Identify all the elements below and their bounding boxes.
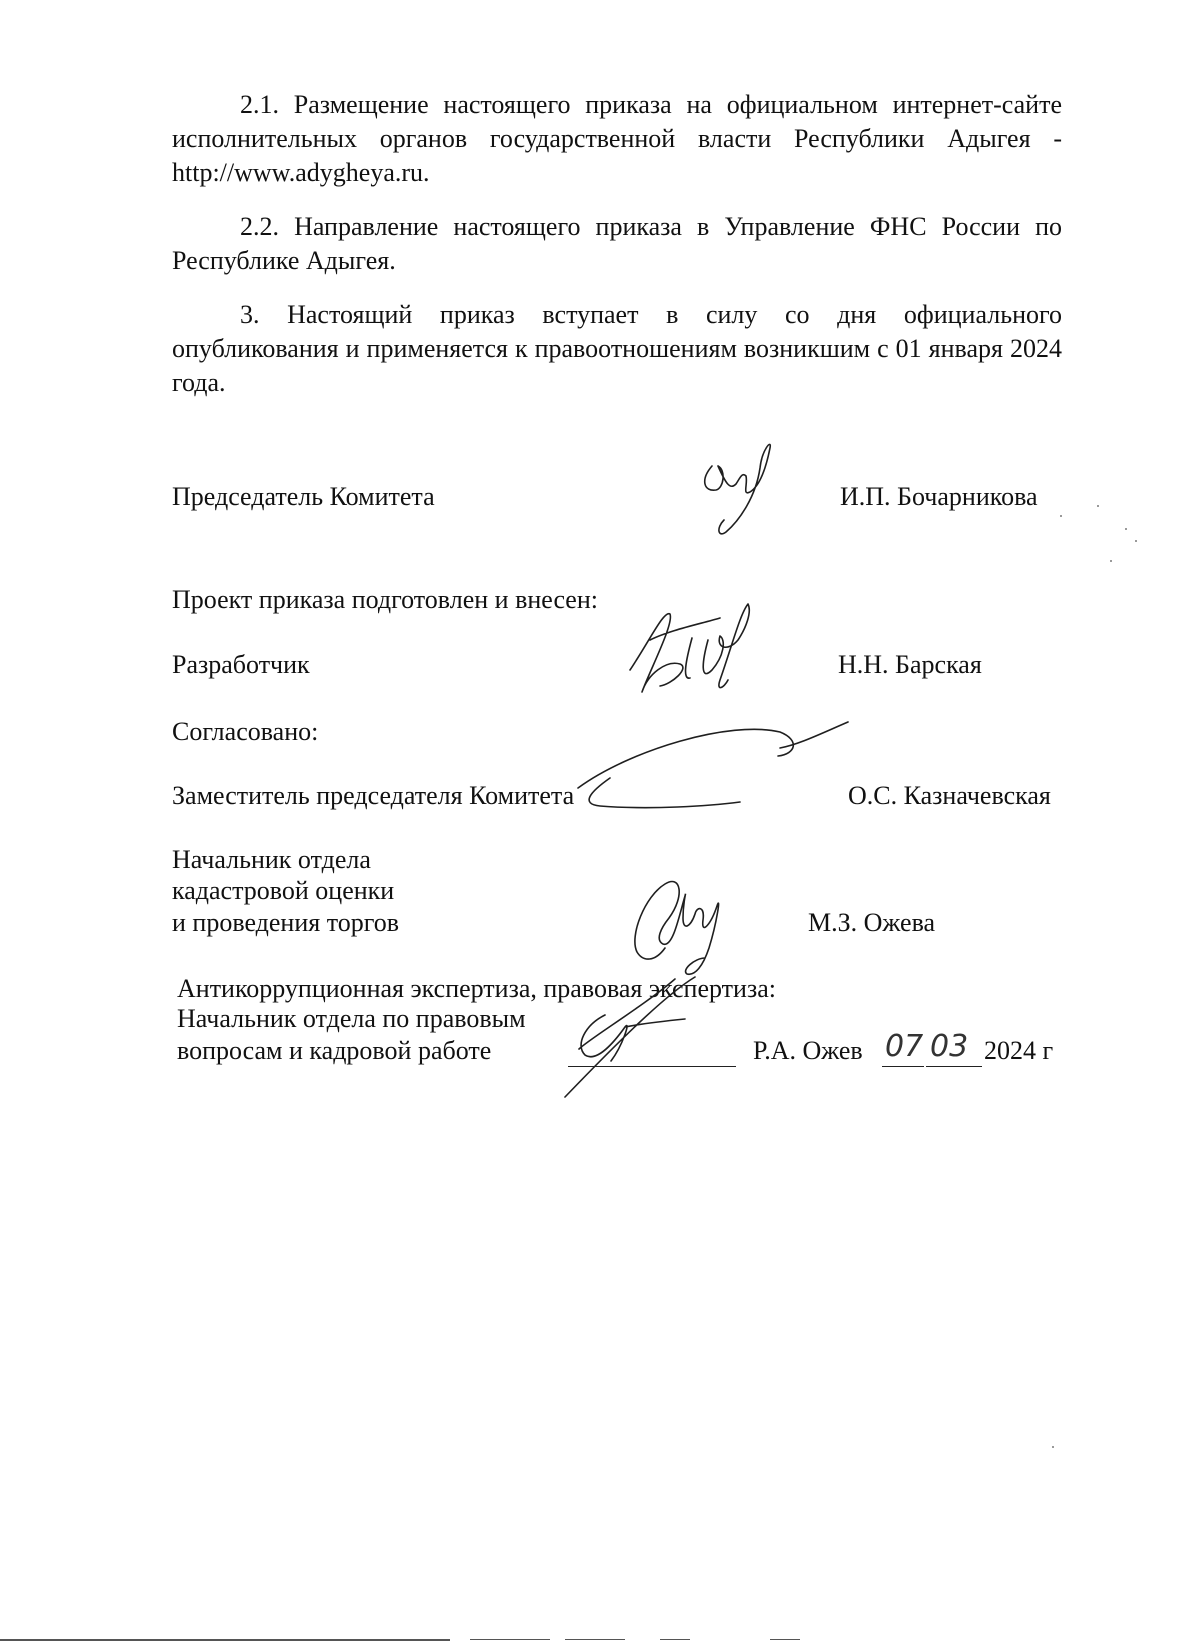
cadastral-position-line2: кадастровой оценки — [172, 876, 395, 905]
date-month-underline — [926, 1066, 982, 1067]
legal-position-line2: вопросам и кадровой работе — [177, 1036, 492, 1065]
paragraph-2-2: 2.2. Направление настоящего приказа в Управление ФНС России по Республике Адыгея. — [172, 212, 1062, 275]
scan-speck — [1110, 560, 1112, 562]
expertise-heading: Антикоррупционная экспертиза, правовая экспертиза: — [177, 974, 776, 1003]
deputy-signature — [570, 720, 860, 830]
scan-bottom-edge — [470, 1639, 550, 1640]
date-month: 03 — [930, 1029, 969, 1064]
paragraph-3: 3. Настоящий приказ вступает в силу со дня официального опубликования и применяется к правоотношениям возникшим с 01 января 2024 года. — [172, 300, 1062, 397]
cadastral-position-line1: Начальник отдела — [172, 845, 371, 874]
scan-bottom-edge — [770, 1639, 800, 1640]
scan-speck — [1052, 1446, 1054, 1448]
legal-signature — [545, 975, 745, 1105]
scan-bottom-edge — [660, 1639, 690, 1640]
scan-speck — [1125, 528, 1127, 530]
developer-signature — [620, 600, 780, 710]
scan-speck — [1060, 515, 1062, 517]
chairman-name: И.П. Бочарникова — [840, 482, 1038, 511]
legal-position-line1: Начальник отдела по правовым — [177, 1004, 526, 1033]
prepared-by-heading: Проект приказа подготовлен и внесен: — [172, 585, 598, 614]
chairman-position: Председатель Комитета — [172, 482, 435, 511]
agreed-heading: Согласовано: — [172, 717, 319, 746]
date-year: 2024 г — [984, 1036, 1054, 1065]
scan-bottom-edge — [565, 1639, 625, 1640]
deputy-position: Заместитель председателя Комитета — [172, 781, 575, 810]
paragraph-2-1: 2.1. Размещение настоящего приказа на официальном интернет-сайте исполнительных органов государственной власти Республики Адыгея - http://www.adygheya.ru. — [172, 90, 1062, 187]
developer-name: Н.Н. Барская — [838, 650, 982, 679]
scan-bottom-edge — [0, 1639, 450, 1641]
legal-name: Р.А. Ожев — [753, 1036, 863, 1065]
date-day-underline — [882, 1066, 924, 1067]
scan-speck — [1097, 505, 1099, 507]
developer-position: Разработчик — [172, 650, 310, 679]
scan-speck — [1135, 540, 1137, 542]
chairman-signature — [690, 440, 810, 560]
deputy-name: О.С. Казначевская — [848, 781, 1051, 810]
cadastral-position-line3: и проведения торгов — [172, 908, 400, 937]
date-day: 07 — [885, 1029, 924, 1064]
cadastral-name: М.З. Ожева — [808, 908, 936, 937]
